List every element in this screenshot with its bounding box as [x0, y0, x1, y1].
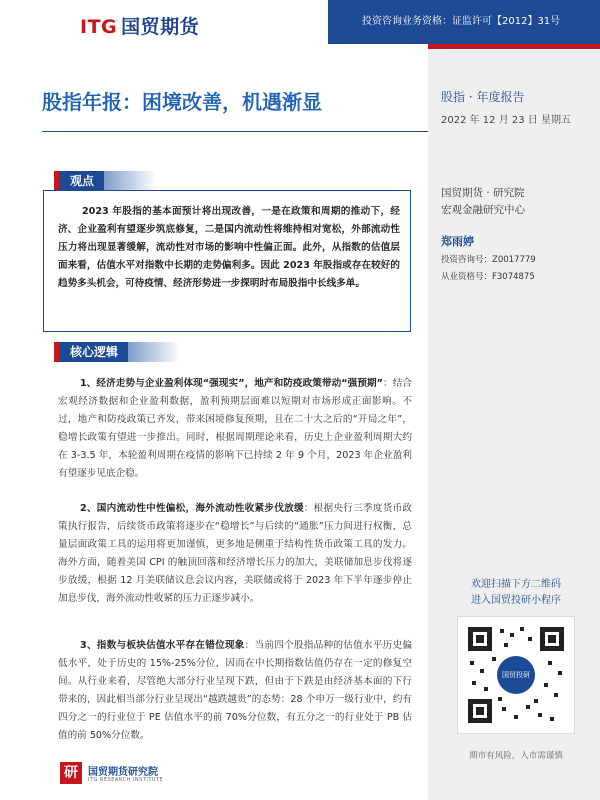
title-divider: [42, 131, 428, 132]
logo-itg-text: ITG: [80, 16, 118, 38]
logo-cn-text: 国贸期货: [121, 16, 200, 38]
logic-heading: 2、国内流动性中性偏松，海外流动性收紧步伐放缓: [80, 503, 304, 514]
logic-heading: 3、指数与板块估值水平存在错位现象: [80, 640, 245, 651]
qr-center-logo: 国贸投研: [497, 656, 535, 694]
consult-number: 投资咨询号：Z0017779: [441, 255, 536, 265]
institute-line: 宏观金融研究中心: [441, 204, 525, 216]
report-date: 2022 年 12 月 23 日 星期五: [441, 115, 571, 126]
logic-heading: 1、经济走势与企业盈利体现“强现实”，地产和防疫政策带动“强预期”: [80, 378, 383, 389]
section-tab-fade: [104, 171, 156, 191]
practice-number: 从业资格号：F3074875: [441, 272, 535, 282]
section-title: 核心逻辑: [70, 345, 119, 359]
logic-body: ：结合宏观经济数据和企业盈利数据，盈利预期层面难以短期对市场形成正面影响。不过，地产和防疫政策已齐发，带来困境修复预期，且在二十大之后的“开局之年”，稳增长政策有望进一步推出。同时，根据周期理论来看，历史上企业盈利周期大约在 3-3.5 年，本轮盈利周期在疫情的影响下已持续 2 年 9 个月，2023 年企业盈利有望逐步见底企稳。: [58, 378, 412, 479]
qr-code[interactable]: [457, 616, 575, 734]
top-header: [0, 0, 600, 44]
itg-logo: [80, 12, 199, 39]
logic-paragraph: [58, 637, 412, 745]
risk-warning: 期市有风险，入市需谨慎: [469, 751, 563, 761]
view-summary-box: 2023 年股指的基本面预计将出现改善，一是在政策和周期的推动下，经济、企业盈利有望逐步筑底修复，二是国内流动性将维持相对宽松，外部流动性压力将出现显著缓解，流动性对市场的影响中性偏正面。此外，从指数的估值层面来看，估值水平对指数中长期的走势偏利多。因此 2023 年股指或存在较好的趋势多头机会，可待疫情、经济形势进一步探明时布局股指中长线多单。: [43, 190, 411, 332]
author-name: 郑雨婷: [441, 235, 474, 248]
footer-institute-name: 国贸期货研究院: [88, 767, 158, 778]
sidebar-accent: [428, 44, 600, 49]
qr-prompt: [441, 577, 591, 609]
logic-body: ：当前四个股指品种的估值水平历史偏低水平，处于历史的 15%-25%分位，因而在中长期指数估值仍存在一定的修复空间。从行业来看，尽管绝大部分行业呈现下跌，但由于下跌是由经济基本面的下行带来的，因此相当部分行业呈现出“越跌越贵”的态势：28 个申万一级行业中，约有四分之一的行业位于 PE 估值水平的前 70%分位数，有五分之一的行业处于 PB 估值的前 50%分位数。: [58, 640, 412, 741]
qr-prompt-line: 进入国贸投研小程序: [471, 595, 561, 606]
license-banner: 投资咨询业务资格：证监许可【2012】31号: [328, 0, 600, 44]
logic-paragraph: [58, 500, 412, 608]
section-tab-view: [54, 171, 104, 191]
section-title: 观点: [70, 174, 95, 188]
qr-prompt-line: 欢迎扫描下方二维码: [471, 579, 561, 590]
logic-paragraph: [58, 375, 412, 483]
footer-logo: 研: [60, 762, 82, 784]
section-tab-fade: [128, 342, 180, 362]
page-title: 股指年报：困境改善，机遇渐显: [42, 90, 322, 114]
logic-body: ：根据央行三季度货币政策执行报告，后续货币政策将逐步在“稳增长”与后续的“通胀”压力间进行权衡，总量层面政策工具的运用将更加谨慎，更多地是侧重于结构性货币政策工具的发力。海外方面，随着美国 CPI 的触顶回落和经济增长压力的加大，美联储加息步伐将逐步放缓，根据 12 月美联储议息会议内容，美联储或将于 2023 年下半年逐步停止加息步伐，海外流动性收紧的压力正逐步减小。: [58, 503, 413, 604]
footer-institute-name-en: ITG RESEARCH INSTITUTE: [88, 777, 164, 783]
report-type: 股指 · 年度报告: [441, 90, 525, 104]
section-tab-logic: [54, 342, 128, 362]
institute: [441, 185, 525, 219]
institute-line: 国贸期货 · 研究院: [441, 187, 525, 199]
